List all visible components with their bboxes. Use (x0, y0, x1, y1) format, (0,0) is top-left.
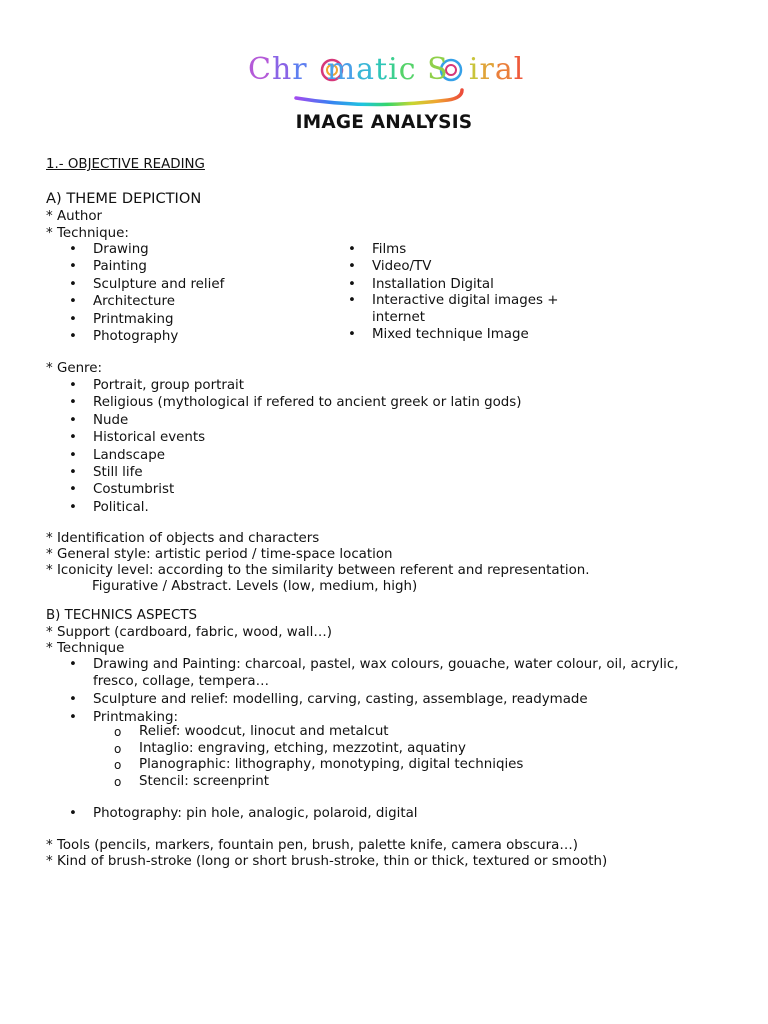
photography-list (93, 805, 418, 822)
list-item: • Sculpture and relief (93, 276, 224, 293)
list-item: • Painting (93, 258, 224, 275)
author-line: * Author (46, 209, 103, 224)
logo-letter: a (494, 52, 514, 87)
logo-letter: C (248, 52, 272, 87)
heading-technics-aspects: B) TECHNICS ASPECTS (46, 608, 198, 623)
list-item: • Sculpture and relief: modelling, carving, casting, assemblage, readymade (93, 691, 679, 708)
logo-letter (417, 52, 428, 87)
logo-letter: i (388, 52, 399, 87)
list-item: • Printmaking: (93, 709, 679, 726)
technique-list-left (93, 241, 224, 345)
logo-letter (449, 52, 469, 87)
technique-b-line: * Technique (46, 641, 125, 656)
logo-letter (308, 52, 327, 87)
list-item: • Installation Digital (372, 276, 558, 293)
list-item: o Relief: woodcut, linocut and metalcut (139, 724, 523, 741)
tools-line: * Tools (pencils, markers, fountain pen, brush, palette knife, camera obscura…) (46, 838, 578, 853)
list-item: • Costumbrist (93, 481, 522, 498)
list-item: • Films (372, 241, 558, 258)
genre-list (93, 377, 522, 516)
logo-letter: h (271, 52, 293, 87)
list-item: • Printmaking (93, 311, 224, 328)
heading-theme-depiction: A) THEME DEPICTION (46, 190, 202, 207)
list-item: • Photography: pin hole, analogic, polaroid, digital (93, 805, 418, 822)
support-line: * Support (cardboard, fabric, wood, wall…) (46, 625, 332, 640)
list-item: • Architecture (93, 293, 224, 310)
iconicity-line: * Iconicity level: according to the similarity between referent and representation. (46, 563, 590, 578)
logo-letter: l (513, 52, 525, 87)
logo-letter: r (292, 52, 308, 87)
printmaking-sublist (139, 724, 523, 790)
logo-wordmark (248, 52, 524, 87)
logo-letter: S (427, 52, 449, 87)
list-item: • Historical events (93, 429, 522, 446)
page-title: IMAGE ANALYSIS (295, 112, 473, 133)
identification-line: * Identification of objects and characters (46, 531, 320, 546)
list-item: o Planographic: lithography, monotyping, digital techniqies (139, 757, 523, 774)
iconicity-line-2: Figurative / Abstract. Levels (low, medium, high) (92, 579, 418, 594)
logo-letter: i (468, 52, 480, 87)
logo-letter: a (356, 52, 376, 87)
list-item: o Intaglio: engraving, etching, mezzotint, aquatiny (139, 741, 523, 758)
list-item: • Nude (93, 412, 522, 429)
list-item-line: Drawing and Painting: charcoal, pastel, wax colours, gouache, water colour, oil, acrylic, (93, 657, 679, 672)
list-item: • Political. (93, 499, 522, 516)
list-item-line: fresco, collage, tempera… (93, 673, 270, 689)
list-item (372, 293, 558, 326)
list-item: • Mixed technique Image (372, 326, 558, 343)
list-item: • Still life (93, 464, 522, 481)
general-style-line: * General style: artistic period / time-space location (46, 547, 393, 562)
technique-b-list (93, 657, 679, 727)
logo-letter: m (326, 52, 357, 87)
genre-line: * Genre: (46, 361, 103, 376)
list-item: • Photography (93, 328, 224, 345)
list-item (93, 657, 679, 690)
brush-stroke-line: * Kind of brush-stroke (long or short brush-stroke, thin or thick, textured or smooth) (46, 854, 608, 869)
list-item: • Portrait, group portrait (93, 377, 522, 394)
list-item-line: internet (372, 309, 425, 325)
technique-list-right (372, 241, 558, 344)
logo-letter: r (479, 52, 495, 87)
logo-letter: c (398, 52, 417, 87)
technique-line: * Technique: (46, 226, 129, 241)
list-item: o Stencil: screenprint (139, 774, 523, 791)
list-item-line: Interactive digital images + (372, 293, 559, 309)
logo-letter: t (375, 52, 389, 87)
chromatic-spiral-logo (248, 50, 528, 110)
list-item: • Landscape (93, 447, 522, 464)
list-item: • Video/TV (372, 258, 558, 275)
list-item: • Drawing (93, 241, 224, 258)
list-item: • Religious (mythological if refered to ancient greek or latin gods) (93, 394, 522, 411)
section-heading-objective-reading: 1.- OBJECTIVE READING (46, 157, 205, 172)
